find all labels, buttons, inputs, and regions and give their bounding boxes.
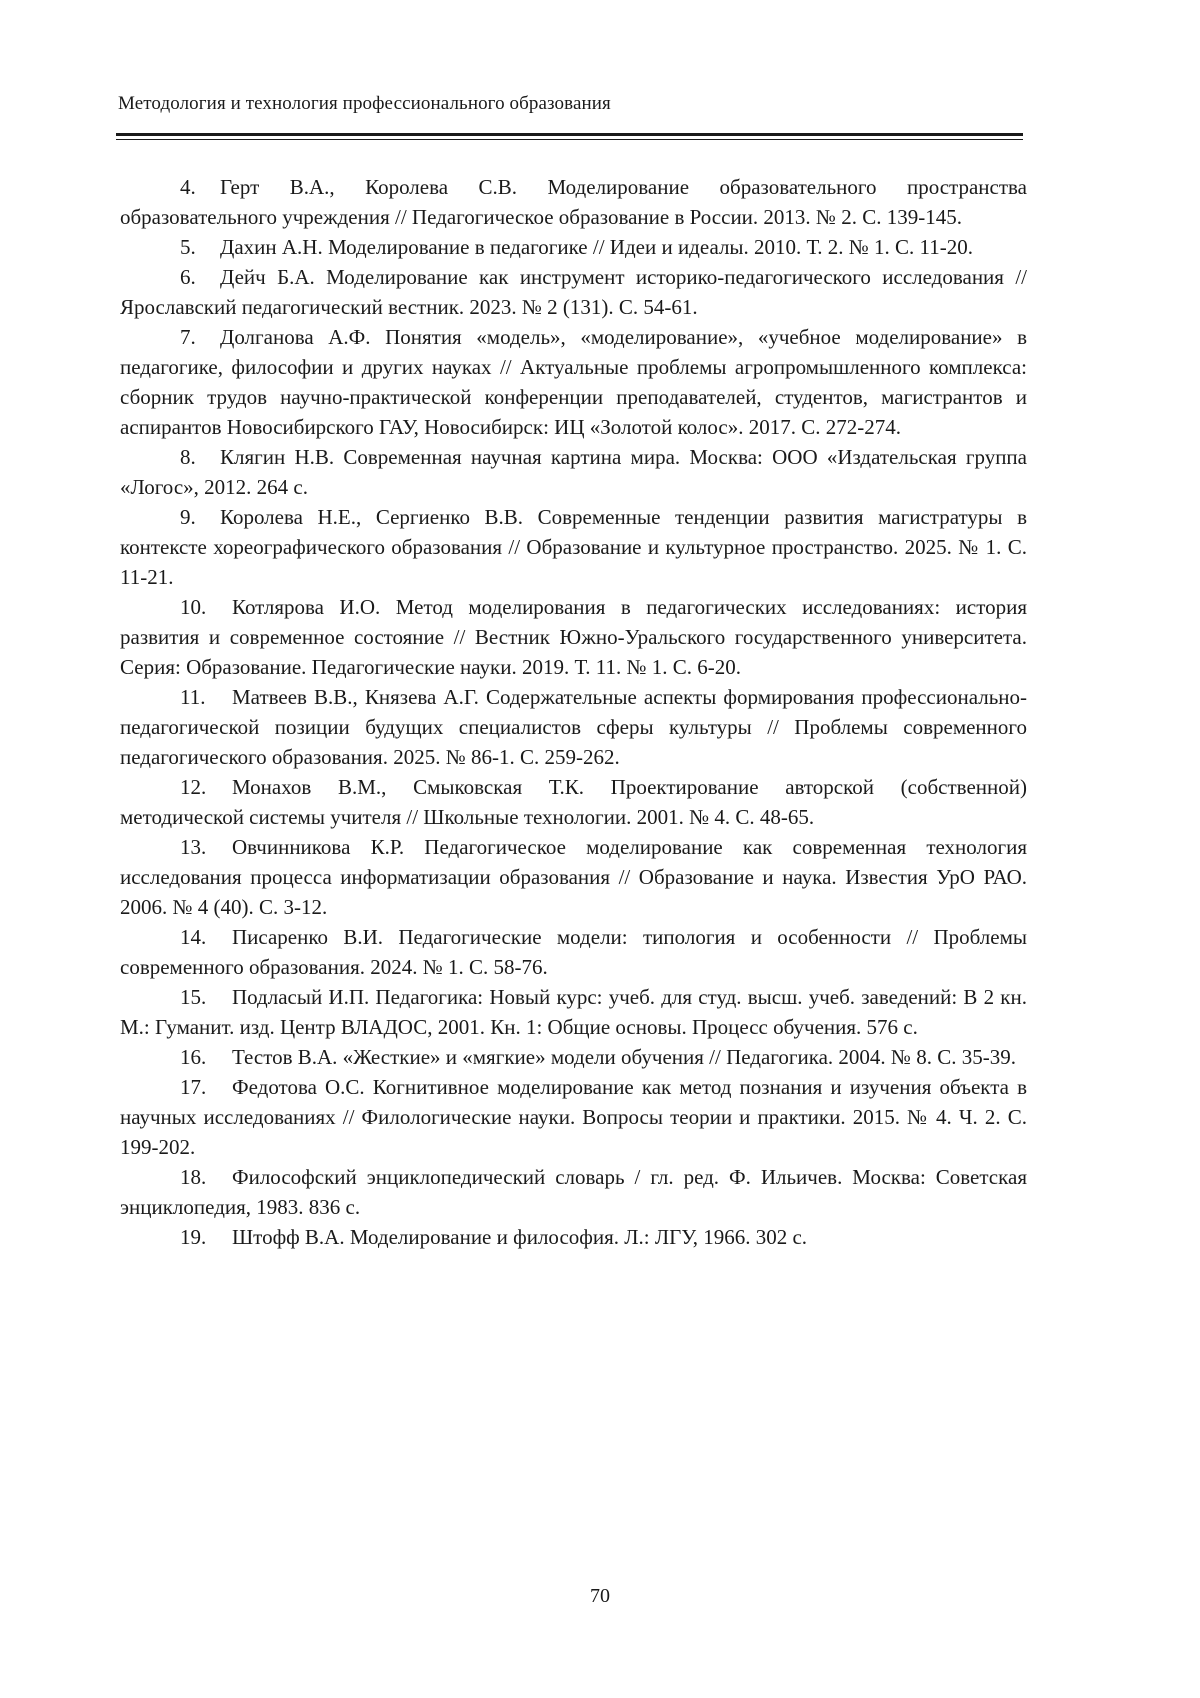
reference-text: Монахов В.М., Смыковская Т.К. Проектирование авторской (собственной) методической системы учителя // Школьные технологии. 2001. № 4. С. 48-65. — [120, 775, 1027, 829]
reference-item — [120, 262, 1027, 322]
reference-item — [120, 982, 1027, 1042]
reference-number: 10. — [180, 595, 207, 619]
reference-number: 15. — [180, 985, 207, 1009]
reference-text: Подласый И.П. Педагогика: Новый курс: учеб. для студ. высш. учеб. заведений: В 2 кн. М.: Гуманит. изд. Центр ВЛАДОС, 2001. Кн. 1: Общие основы. Процесс обучения. 576 с. — [120, 985, 1027, 1039]
reference-item — [120, 592, 1027, 682]
header-rule-thin — [116, 139, 1023, 140]
reference-item — [120, 232, 1027, 262]
reference-text: Писаренко В.И. Педагогические модели: типология и особенности // Проблемы современного образования. 2024. № 1. С. 58-76. — [120, 925, 1027, 979]
page-number: 70 — [590, 1585, 610, 1607]
reference-number: 5. — [180, 235, 196, 259]
header-rule-thick — [116, 133, 1023, 136]
reference-item — [120, 502, 1027, 592]
reference-number: 17. — [180, 1075, 207, 1099]
reference-item — [120, 172, 1027, 232]
reference-item — [120, 772, 1027, 832]
reference-text: Философский энциклопедический словарь / гл. ред. Ф. Ильичев. Москва: Советская энциклопедия, 1983. 836 с. — [120, 1165, 1027, 1219]
reference-number: 12. — [180, 775, 207, 799]
reference-text: Герт В.А., Королева С.В. Моделирование образовательного пространства образовательного учреждения // Педагогическое образование в России. 2013. № 2. С. 139-145. — [120, 175, 1027, 229]
reference-text: Долганова А.Ф. Понятия «модель», «моделирование», «учебное моделирование» в педагогике, философии и других науках // Актуальные проблемы агропромышленного комплекса: сборник трудов научно-практической конференции преподавателей, студентов, магистрантов и аспирантов Новосибирского ГАУ, Новосибирск: ИЦ «Золотой колос». 2017. С. 272-274. — [120, 325, 1027, 439]
reference-text: Федотова О.С. Когнитивное моделирование как метод познания и изучения объекта в научных исследованиях // Филологические науки. Вопросы теории и практики. 2015. № 4. Ч. 2. С. 199-202. — [120, 1075, 1027, 1159]
reference-item — [120, 682, 1027, 772]
reference-number: 14. — [180, 925, 207, 949]
reference-item — [120, 1042, 1027, 1072]
reference-item — [120, 832, 1027, 922]
reference-item — [120, 322, 1027, 442]
reference-text: Штофф В.А. Моделирование и философия. Л.: ЛГУ, 1966. 302 с. — [232, 1225, 808, 1249]
reference-list — [120, 172, 1027, 1252]
reference-item — [120, 442, 1027, 502]
reference-number: 11. — [180, 685, 206, 709]
reference-text: Дахин А.Н. Моделирование в педагогике // Идеи и идеалы. 2010. Т. 2. № 1. С. 11-20. — [220, 235, 974, 259]
reference-number: 16. — [180, 1045, 207, 1069]
reference-item — [120, 1222, 1027, 1252]
reference-item — [120, 1072, 1027, 1162]
reference-number: 7. — [180, 325, 196, 349]
reference-number: 19. — [180, 1225, 207, 1249]
reference-number: 8. — [180, 445, 196, 469]
reference-text: Клягин Н.В. Современная научная картина мира. Москва: ООО «Издательская группа «Логос», 2012. 264 с. — [120, 445, 1027, 499]
reference-number: 4. — [180, 175, 196, 199]
reference-text: Королева Н.Е., Сергиенко В.В. Современные тенденции развития магистратуры в контексте хореографического образования // Образование и культурное пространство. 2025. № 1. С. 11-21. — [120, 505, 1027, 589]
reference-number: 9. — [180, 505, 196, 529]
reference-text: Дейч Б.А. Моделирование как инструмент историко-педагогического исследования // Ярославский педагогический вестник. 2023. № 2 (131). С. 54-61. — [120, 265, 1027, 319]
reference-number: 6. — [180, 265, 196, 289]
reference-number: 13. — [180, 835, 207, 859]
reference-item — [120, 1162, 1027, 1222]
reference-text: Овчинникова К.Р. Педагогическое моделирование как современная технология исследования процесса информатизации образования // Образование и наука. Известия УрО РАО. 2006. № 4 (40). С. 3-12. — [120, 835, 1027, 919]
reference-item — [120, 922, 1027, 982]
running-header: Методология и технология профессионального образования — [118, 93, 611, 114]
reference-number: 18. — [180, 1165, 207, 1189]
reference-text: Котлярова И.О. Метод моделирования в педагогических исследованиях: история развития и современное состояние // Вестник Южно-Уральского государственного университета. Серия: Образование. Педагогические науки. 2019. Т. 11. № 1. С. 6-20. — [120, 595, 1027, 679]
reference-text: Матвеев В.В., Князева А.Г. Содержательные аспекты формирования профессионально-педагогической позиции будущих специалистов сферы культуры // Проблемы современного педагогического образования. 2025. № 86-1. С. 259-262. — [120, 685, 1027, 769]
reference-text: Тестов В.А. «Жесткие» и «мягкие» модели обучения // Педагогика. 2004. № 8. С. 35-39. — [232, 1045, 1016, 1069]
